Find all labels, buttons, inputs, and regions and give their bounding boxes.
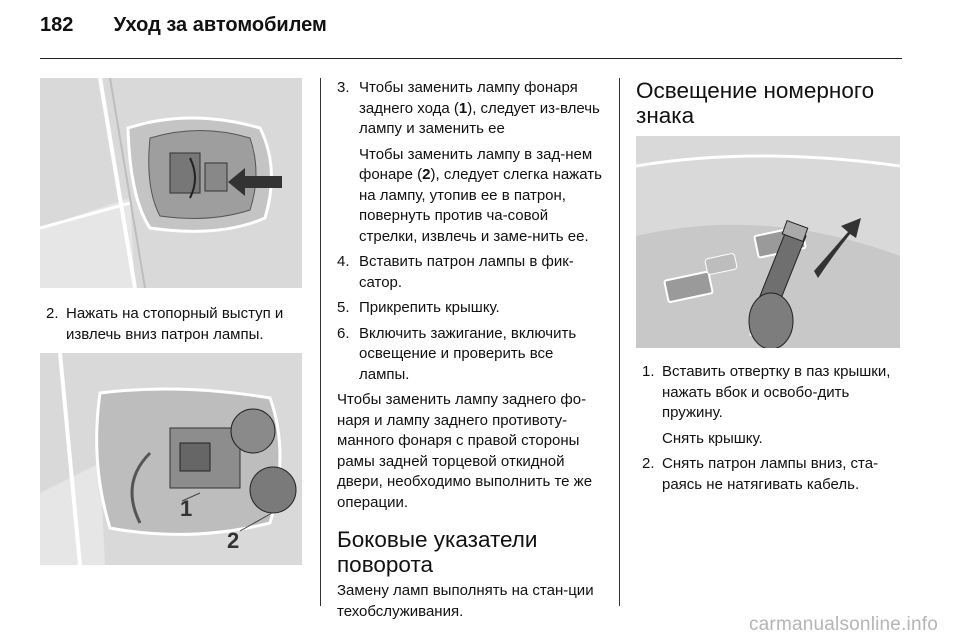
step-subtext: Снять крышку.	[662, 429, 763, 447]
column-separator-2	[619, 78, 620, 606]
page-number: 182	[40, 14, 74, 36]
figure-plate-light	[636, 136, 900, 348]
page-title: Уход за автомобилем	[113, 14, 327, 36]
callout-label-2: 2	[227, 528, 240, 553]
figure-bulb-socket	[40, 353, 302, 565]
step-number: 2.	[642, 455, 655, 472]
watermark: carmanualsonline.info	[748, 614, 938, 635]
step-text: Прикрепить крышку.	[359, 299, 500, 316]
step-number: 5.	[337, 299, 350, 316]
step-text: Снять патрон лампы вниз, ста-раясь не натягивать кабель.	[662, 455, 879, 493]
step-5	[337, 298, 605, 319]
section-title-turn-signals: Боковые указатели поворота	[337, 527, 538, 577]
step-text: Нажать на стопорный выступ и извлечь вниз патрон лампы.	[66, 305, 284, 343]
section-title-plate-light: Освещение номерного знака	[636, 78, 875, 128]
step-number: 4.	[337, 253, 350, 270]
callout-label-1: 1	[180, 496, 193, 521]
step-1	[636, 362, 902, 449]
step-2	[40, 304, 302, 345]
figure-tail-lamp-cover	[40, 78, 302, 288]
step-2b	[636, 454, 902, 495]
column-1	[40, 78, 302, 565]
step-number: 3.	[337, 79, 350, 96]
step-subtext: Чтобы заменить лампу в зад-нем фонаре (2), следует слегка нажать на лампу, утопив ее в патрон, повернуть против ча-совой стрелки, извлечь и заме-нить ее.	[359, 145, 602, 245]
step-4	[337, 252, 605, 293]
column-separator-1	[320, 78, 321, 606]
step-text: Вставить патрон лампы в фик-сатор.	[359, 253, 574, 291]
column-2	[337, 78, 605, 630]
paragraph-note: Чтобы заменить лампу заднего фо-наря и лампу заднего противоту-манного фонаря с правой стороны рамы задней торцевой откидной двери, необходимо выполнить те же операции.	[337, 391, 593, 511]
step-text: Включить зажигание, включить освещение и проверить все лампы.	[359, 324, 577, 383]
callout-ref-1: 1	[458, 99, 468, 117]
tail-lamp-housing-illustration	[40, 78, 302, 288]
plate-light-illustration	[636, 136, 900, 348]
step-6	[337, 324, 605, 386]
step-text: Вставить отвертку в паз крышки, нажать вбок и освобо-дить пружину.	[662, 363, 891, 421]
callout-ref-2: 2	[422, 166, 431, 183]
step-number: 2.	[46, 305, 59, 322]
step-3	[337, 78, 605, 247]
step-number: 6.	[337, 324, 350, 342]
page-header	[40, 14, 327, 37]
header-rule	[40, 58, 902, 59]
section-text-turn-signals: Замену ламп выполнять на стан-ции техобслуживания.	[337, 582, 594, 620]
step-number: 1.	[642, 363, 655, 380]
step-text: Чтобы заменить лампу фонаря заднего хода (1), следует из-влечь лампу и заменить ее	[359, 79, 600, 137]
bulb-socket-illustration	[40, 353, 302, 565]
column-3	[636, 78, 902, 500]
